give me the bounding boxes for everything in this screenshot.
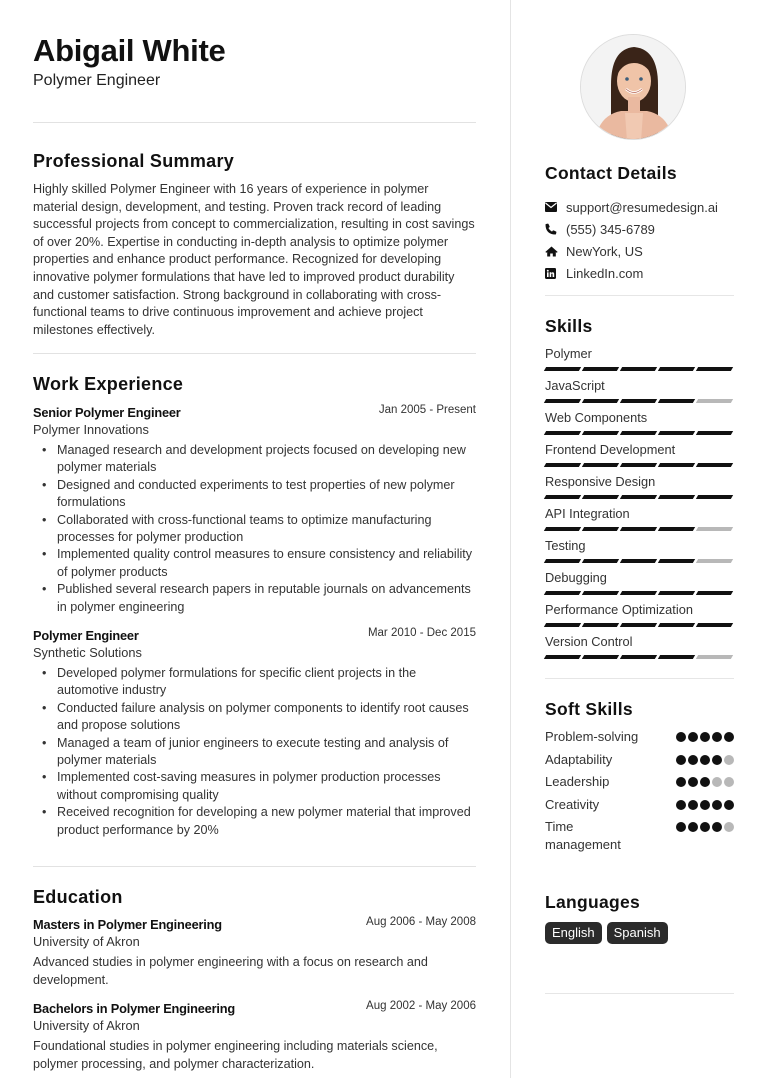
skill-level-segment [544,527,581,531]
phone-icon [545,223,566,235]
contact-heading: Contact Details [545,163,677,183]
job-bullets [33,442,476,616]
soft-skill-name: Time management [545,819,621,852]
soft-skill-rating [676,818,734,853]
job-role: Senior Polymer Engineer [33,405,181,420]
contact-list [545,196,718,284]
skill-level-segment [620,367,657,371]
skill-level-segment [544,559,581,563]
job-dates: Mar 2010 - Dec 2015 [367,627,476,639]
job-role: Polymer Engineer [33,628,139,643]
divider [33,353,476,354]
skill-level-segment [544,591,581,595]
skill-level-bar [545,655,734,659]
job-entry [33,404,476,616]
job-bullet: • Received recognition for developing a new polymer material that improved product performance by 20% [33,804,476,839]
skill-level-segment [544,495,581,499]
rating-dot-icon [700,755,710,765]
soft-skill-rating [676,728,734,751]
divider [33,122,476,123]
skill-level-segment [696,623,733,627]
job-dates: Jan 2005 - Present [378,404,476,416]
skill-name: Testing [545,538,586,553]
job-company: Polymer Innovations [33,422,149,437]
skill-level-segment [658,367,695,371]
skill-level-bar [545,559,734,563]
rating-dot-icon [724,777,734,787]
job-bullet: • Designed and conducted experiments to test properties of new polymer formulations [33,477,476,512]
skill-level-segment [582,367,619,371]
rating-dot-icon [676,755,686,765]
divider [545,993,734,994]
soft-skill-item [545,728,734,751]
rating-dot-icon [688,800,698,810]
rating-dot-icon [712,822,722,832]
skills-list [545,346,734,666]
skill-name: JavaScript [545,378,605,393]
skill-name: Debugging [545,570,607,585]
skill-level-segment [658,559,695,563]
skill-level-segment [544,655,581,659]
skill-level-segment [658,623,695,627]
job-bullet: • Implemented cost-saving measures in polymer production processes without compromising quality [33,769,476,804]
skill-level-segment [544,431,581,435]
skill-level-segment [544,463,581,467]
linkedin-icon [545,268,566,279]
soft-skills-heading: Soft Skills [545,699,633,719]
rating-dot-icon [724,800,734,810]
summary-heading: Professional Summary [33,151,235,171]
skill-item [545,506,734,538]
rating-dot-icon [688,755,698,765]
job-company: Synthetic Solutions [33,645,142,660]
column-divider [510,0,511,1078]
edu-description: Advanced studies in polymer engineering with a focus on research and development. [33,955,428,987]
skill-name: Performance Optimization [545,602,693,617]
soft-skill-item [545,796,734,819]
skill-name: Responsive Design [545,474,656,489]
rating-dot-icon [688,732,698,742]
divider [545,678,734,679]
skill-item [545,474,734,506]
education-entry [33,1000,476,1073]
skill-level-segment [696,655,733,659]
skill-level-segment [658,527,695,531]
rating-dot-icon [700,777,710,787]
edu-dates: Aug 2002 - May 2006 [366,1000,476,1012]
soft-skill-rating [676,796,734,819]
soft-skill-item [545,773,734,796]
skill-level-segment [544,367,581,371]
skill-level-segment [544,623,581,627]
skill-level-segment [696,463,733,467]
divider [33,866,476,867]
skill-level-bar [545,591,734,595]
contact-linkedin[interactable]: LinkedIn.com [545,262,718,284]
skill-name: API Integration [545,506,630,521]
job-bullet: • Collaborated with cross-functional teams to optimize manufacturing processes for polymer production [33,512,476,547]
skill-level-segment [620,463,657,467]
soft-skill-name: Problem-solving [545,729,639,744]
education-heading: Education [33,887,123,907]
rating-dot-icon [712,800,722,810]
skill-level-segment [658,431,695,435]
skill-level-segment [696,559,733,563]
rating-dot-icon [724,822,734,832]
rating-dot-icon [676,822,686,832]
skill-item [545,410,734,442]
candidate-title: Polymer Engineer [33,72,161,89]
skill-level-segment [582,463,619,467]
skill-level-segment [658,399,695,403]
skill-item [545,634,734,666]
rating-dot-icon [700,800,710,810]
skill-level-segment [620,655,657,659]
rating-dot-icon [688,822,698,832]
skill-level-segment [696,495,733,499]
skill-item [545,378,734,410]
skill-level-segment [658,655,695,659]
skill-level-segment [620,591,657,595]
education-entry [33,916,476,989]
skill-level-segment [620,431,657,435]
job-entry [33,627,476,839]
skill-level-segment [582,655,619,659]
skill-level-segment [582,495,619,499]
skill-level-bar [545,463,734,467]
rating-dot-icon [676,800,686,810]
skill-level-segment [696,399,733,403]
skill-level-segment [582,527,619,531]
language-tag: Spanish [607,922,668,944]
skill-level-segment [696,367,733,371]
school: University of Akron [33,934,140,949]
skill-level-segment [620,559,657,563]
soft-skills-list [545,728,734,853]
rating-dot-icon [688,777,698,787]
skill-level-bar [545,623,734,627]
skill-level-segment [620,623,657,627]
skill-level-segment [620,527,657,531]
skill-level-segment [620,495,657,499]
skills-heading: Skills [545,316,593,336]
rating-dot-icon [724,755,734,765]
skill-item [545,570,734,602]
divider [545,295,734,296]
skill-level-segment [582,559,619,563]
candidate-name: Abigail White [33,33,226,68]
skill-name: Frontend Development [545,442,676,457]
soft-skill-rating [676,773,734,796]
rating-dot-icon [712,777,722,787]
skill-item [545,442,734,474]
skill-level-segment [582,399,619,403]
job-bullet: • Developed polymer formulations for specific client projects in the automotive industry [33,665,476,700]
rating-dot-icon [724,732,734,742]
rating-dot-icon [676,777,686,787]
soft-skill-name: Adaptability [545,751,613,767]
rating-dot-icon [712,755,722,765]
soft-skill-name: Leadership [545,774,610,789]
soft-skill-rating [676,751,734,774]
school: University of Akron [33,1018,140,1033]
skill-name: Web Components [545,410,648,425]
job-bullet: • Published several research papers in reputable journals on advancements in polymer engineering [33,581,476,616]
skill-level-bar [545,431,734,435]
skill-level-segment [696,431,733,435]
skill-level-segment [582,623,619,627]
edu-description: Foundational studies in polymer engineering including materials science, polymer processing, and polymer characterization. [33,1039,438,1071]
languages-list [545,922,668,944]
skill-level-segment [658,463,695,467]
soft-skill-item [545,818,734,853]
job-bullet: • Managed a team of junior engineers to execute testing and analysis of polymer materials [33,735,476,770]
soft-skill-item [545,751,734,774]
skill-level-segment [696,527,733,531]
language-tag: English [545,922,602,944]
job-bullet: • Conducted failure analysis on polymer components to identify root causes and propose solutions [33,700,476,735]
skill-level-bar [545,399,734,403]
job-bullet: • Managed research and development projects focused on developing new polymer materials [33,442,476,477]
job-bullet: • Implemented quality control measures to ensure consistency and reliability of polymer products [33,546,476,581]
contact-email[interactable]: support@resumedesign.ai [545,196,718,218]
skill-level-segment [544,399,581,403]
skill-level-segment [620,399,657,403]
skill-level-segment [658,591,695,595]
job-bullets [33,665,476,839]
experience-heading: Work Experience [33,374,184,394]
skill-item [545,602,734,634]
rating-dot-icon [676,732,686,742]
summary-text: Highly skilled Polymer Engineer with 16 years of experience in polymer material design, development, and testing. Proven track record of leading successful projects from concept to commercialization, resulting in cost savings of over 20%. Expertise in conducting in-depth analysis to optimize polymer properties and enhance product performance. Recognized for developing innovative polymer formulations that have led to improved product durability and customer satisfaction. Strong background in collaborating with cross-functional teams to drive continuous improvement and achieve project milestones effectively. [33,182,475,337]
skill-level-segment [658,495,695,499]
contact-phone[interactable]: (555) 345-6789 [545,218,718,240]
soft-skill-name: Creativity [545,796,600,812]
skill-item [545,538,734,570]
skill-level-bar [545,527,734,531]
skill-level-bar [545,367,734,371]
degree: Bachelors in Polymer Engineering [33,1001,235,1016]
rating-dot-icon [700,732,710,742]
skill-level-segment [582,591,619,595]
skill-level-bar [545,495,734,499]
portrait-icon [581,35,686,140]
skill-item [545,346,734,378]
degree: Masters in Polymer Engineering [33,917,222,932]
contact-location: NewYork, US [545,240,718,262]
skill-level-segment [582,431,619,435]
languages-heading: Languages [545,892,641,912]
edu-dates: Aug 2006 - May 2008 [366,916,476,928]
profile-photo [580,34,686,140]
rating-dot-icon [700,822,710,832]
envelope-icon [545,202,566,212]
rating-dot-icon [712,732,722,742]
skill-name: Polymer [545,346,592,361]
skill-level-segment [696,591,733,595]
skill-name: Version Control [545,634,633,649]
home-icon [545,246,566,257]
